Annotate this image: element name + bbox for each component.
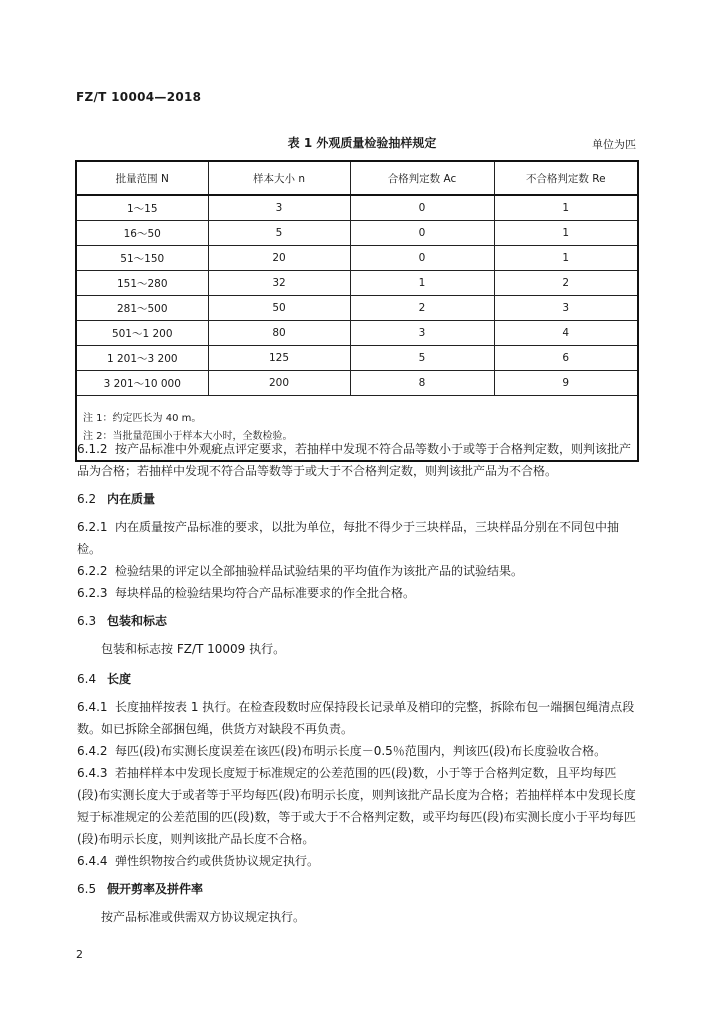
header-accept-number: 合格判定数 Ac bbox=[350, 161, 494, 195]
sampling-table bbox=[75, 160, 639, 462]
cell-sample-size: 5 bbox=[208, 221, 350, 246]
cell-reject-number: 4 bbox=[494, 321, 638, 346]
cell-accept-number: 2 bbox=[350, 296, 494, 321]
cell-batch-range: 151～280 bbox=[76, 271, 208, 296]
table-row bbox=[76, 221, 638, 246]
header-batch-range: 批量范围 N bbox=[76, 161, 208, 195]
document-code: FZ/T 10004—2018 bbox=[76, 90, 202, 104]
section-title: 内在质量 bbox=[107, 492, 156, 506]
clause-6-2-2 bbox=[77, 560, 637, 582]
table-unit: 单位为匹 bbox=[592, 138, 636, 151]
clause-6-4-1 bbox=[77, 696, 637, 740]
cell-sample-size: 32 bbox=[208, 271, 350, 296]
cell-batch-range: 1 201～3 200 bbox=[76, 346, 208, 371]
cell-sample-size: 20 bbox=[208, 246, 350, 271]
section-heading-6-3 bbox=[77, 610, 637, 632]
clause-number: 6.1.2 bbox=[77, 442, 108, 456]
cell-reject-number: 1 bbox=[494, 246, 638, 271]
cell-sample-size: 80 bbox=[208, 321, 350, 346]
cell-accept-number: 5 bbox=[350, 346, 494, 371]
cell-batch-range: 16～50 bbox=[76, 221, 208, 246]
clause-number: 6.4.2 bbox=[77, 744, 108, 758]
clause-6-4-4 bbox=[77, 850, 637, 872]
table-row bbox=[76, 195, 638, 221]
sampling-table-container bbox=[75, 160, 637, 462]
clause-number: 6.4.4 bbox=[77, 854, 108, 868]
cell-accept-number: 0 bbox=[350, 221, 494, 246]
clause-number: 6.2.1 bbox=[77, 520, 108, 534]
section-title: 长度 bbox=[107, 672, 132, 686]
clause-6-4-3 bbox=[77, 762, 637, 850]
clause-number: 6.2.2 bbox=[77, 564, 108, 578]
cell-sample-size: 200 bbox=[208, 371, 350, 396]
section-number: 6.4 bbox=[77, 672, 97, 686]
clause-text: 长度抽样按表 1 执行。在检查段数时应保持段长记录单及梢印的完整，拆除布包一端捆包绳清点段数。如已拆除全部捆包绳，供货方对缺段不再负责。 bbox=[77, 700, 635, 736]
cell-accept-number: 3 bbox=[350, 321, 494, 346]
clause-6-3-text: 包装和标志按 FZ/T 10009 执行。 bbox=[101, 642, 286, 656]
clause-text: 若抽样样本中发现长度短于标准规定的公差范围的匹(段)数，小于等于合格判定数，且平均每匹(段)布实测长度大于或者等于平均每匹(段)布明示长度，则判该批产品长度为合格；若抽样样本中发现长度短于标准规定的公差范围的匹(段)数，等于或大于不合格判定数，或平均每匹(段)布实测长度小于平均每匹(段)布明示长度，则判该批产品长度不合格。 bbox=[77, 766, 636, 846]
clause-6-2-1 bbox=[77, 516, 637, 560]
clause-number: 6.4.1 bbox=[77, 700, 108, 714]
clause-text: 内在质量按产品标准的要求，以批为单位，每批不得少于三块样品，三块样品分别在不同包中抽检。 bbox=[77, 520, 620, 556]
clause-number: 6.2.3 bbox=[77, 586, 108, 600]
cell-reject-number: 2 bbox=[494, 271, 638, 296]
cell-accept-number: 0 bbox=[350, 246, 494, 271]
cell-accept-number: 0 bbox=[350, 195, 494, 221]
clause-6-1-2 bbox=[77, 438, 637, 482]
cell-reject-number: 9 bbox=[494, 371, 638, 396]
section-heading-6-4 bbox=[77, 668, 637, 690]
section-number: 6.2 bbox=[77, 492, 97, 506]
table-row bbox=[76, 271, 638, 296]
cell-reject-number: 1 bbox=[494, 195, 638, 221]
clause-text: 检验结果的评定以全部抽验样品试验结果的平均值作为该批产品的试验结果。 bbox=[115, 564, 524, 578]
table-row bbox=[76, 371, 638, 396]
header-reject-number: 不合格判定数 Re bbox=[494, 161, 638, 195]
cell-batch-range: 51～150 bbox=[76, 246, 208, 271]
table-header-row bbox=[76, 161, 638, 195]
clause-text: 按产品标准中外观疵点评定要求，若抽样中发现不符合品等数小于或等于合格判定数，则判该批产品为合格；若抽样中发现不符合品等数等于或大于不合格判定数，则判该批产品为不合格。 bbox=[77, 442, 632, 478]
cell-sample-size: 50 bbox=[208, 296, 350, 321]
table-row bbox=[76, 246, 638, 271]
cell-sample-size: 125 bbox=[208, 346, 350, 371]
table-row bbox=[76, 346, 638, 371]
document-body bbox=[77, 438, 637, 936]
table-note-1: 注 1：约定匹长为 40 m。 bbox=[83, 413, 202, 424]
table-row bbox=[76, 296, 638, 321]
clause-text: 弹性织物按合约或供货协议规定执行。 bbox=[115, 854, 320, 868]
cell-batch-range: 3 201～10 000 bbox=[76, 371, 208, 396]
table-row bbox=[76, 321, 638, 346]
clause-text: 每匹(段)布实测长度误差在该匹(段)布明示长度－0.5％范围内，判该匹(段)布长度验收合格。 bbox=[115, 744, 607, 758]
section-number: 6.3 bbox=[77, 614, 97, 628]
cell-sample-size: 3 bbox=[208, 195, 350, 221]
table-title: 表 1 外观质量检验抽样规定 bbox=[287, 136, 437, 150]
cell-batch-range: 501～1 200 bbox=[76, 321, 208, 346]
clause-6-4-2 bbox=[77, 740, 637, 762]
cell-reject-number: 1 bbox=[494, 221, 638, 246]
section-title: 假开剪率及拼件率 bbox=[107, 882, 204, 896]
clause-text: 每块样品的检验结果均符合产品标准要求的作全批合格。 bbox=[115, 586, 416, 600]
header-sample-size: 样本大小 n bbox=[208, 161, 350, 195]
cell-reject-number: 3 bbox=[494, 296, 638, 321]
section-heading-6-2 bbox=[77, 488, 637, 510]
cell-batch-range: 281～500 bbox=[76, 296, 208, 321]
clause-6-2-3 bbox=[77, 582, 637, 604]
section-title: 包装和标志 bbox=[107, 614, 168, 628]
cell-reject-number: 6 bbox=[494, 346, 638, 371]
section-number: 6.5 bbox=[77, 882, 97, 896]
cell-accept-number: 8 bbox=[350, 371, 494, 396]
cell-accept-number: 1 bbox=[350, 271, 494, 296]
clause-number: 6.4.3 bbox=[77, 766, 108, 780]
clause-6-5-text: 按产品标准或供需双方协议规定执行。 bbox=[101, 910, 306, 924]
section-heading-6-5 bbox=[77, 878, 637, 900]
page-number: 2 bbox=[76, 948, 83, 961]
table-note-2: 注 2：当批量范围小于样本大小时，全数检验。 bbox=[83, 431, 293, 442]
cell-batch-range: 1～15 bbox=[76, 195, 208, 221]
